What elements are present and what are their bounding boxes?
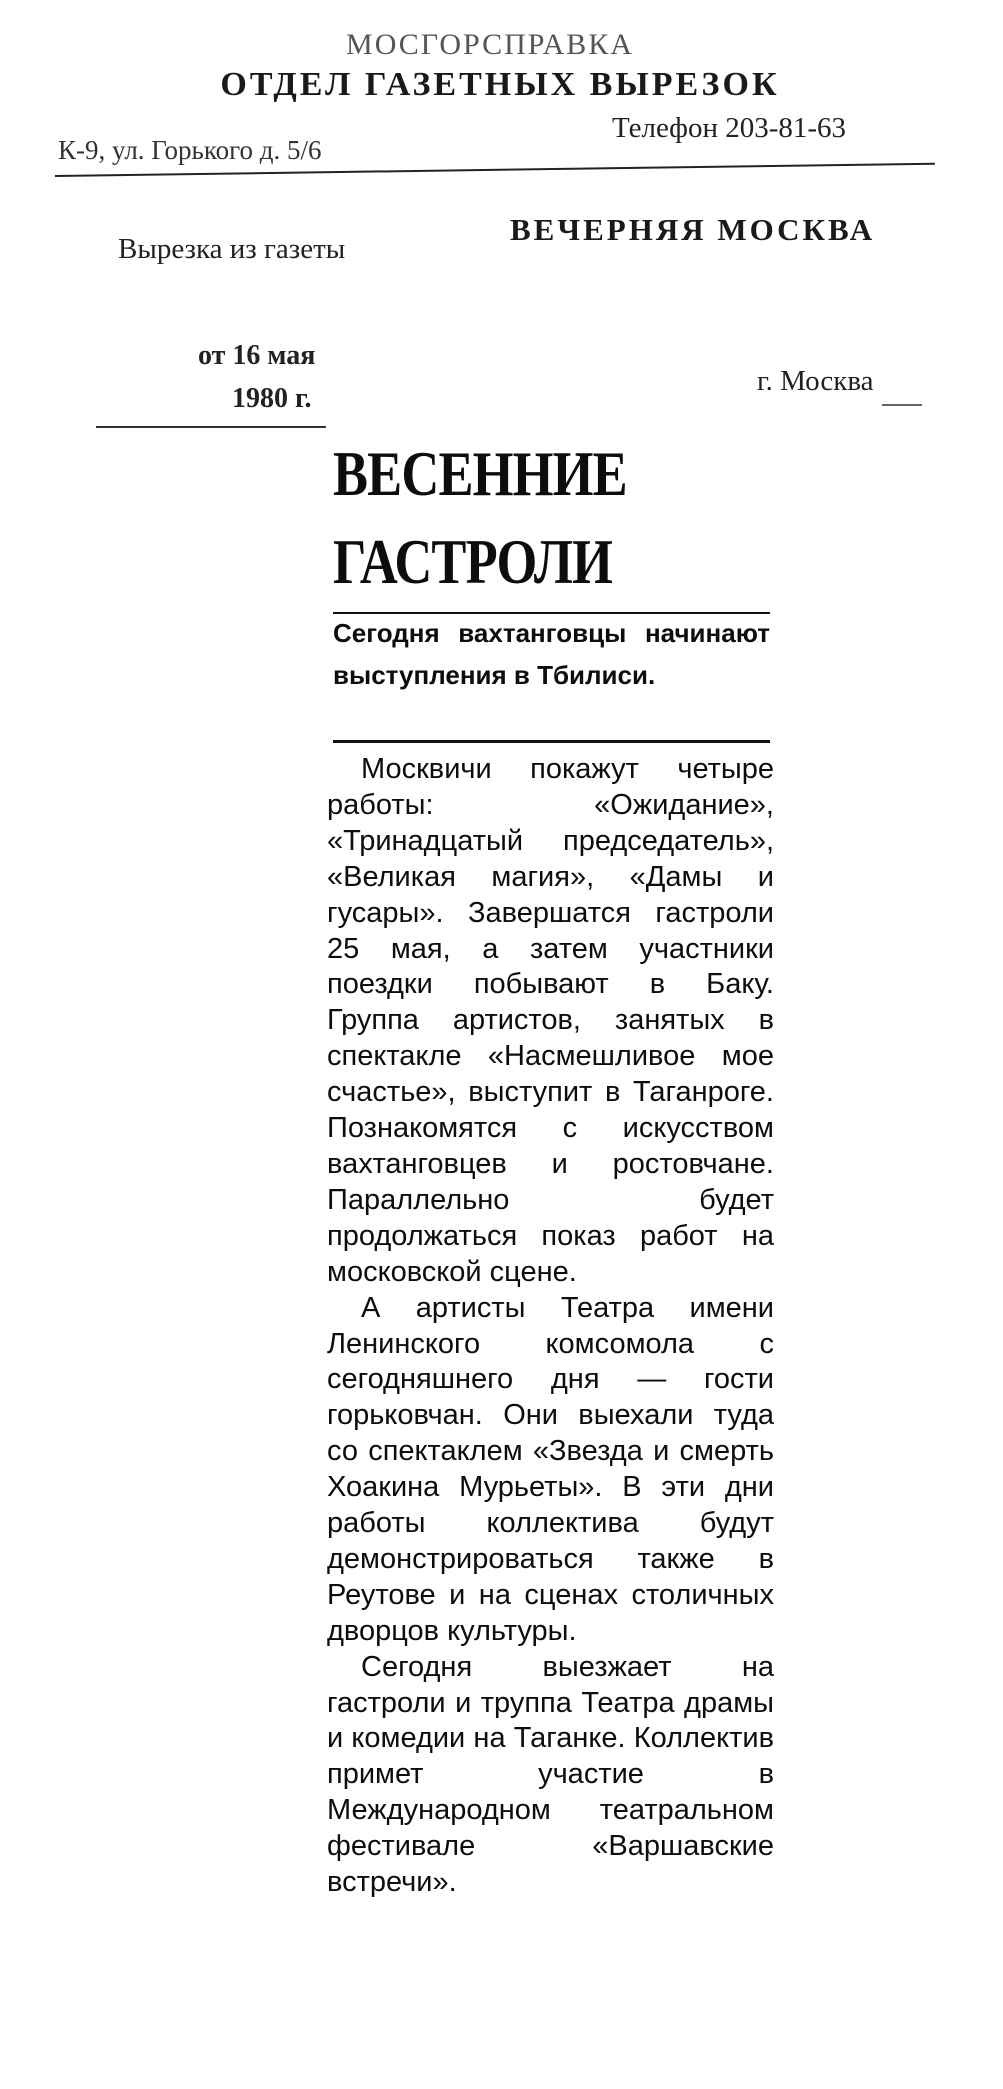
agency-phone: Телефон 203-81-63: [612, 112, 847, 144]
agency-name: МОСГОРСПРАВКА: [346, 28, 634, 61]
clipping-date: от 16 мая: [198, 340, 316, 371]
newspaper-name: ВЕЧЕРНЯЯ МОСКВА: [510, 212, 876, 247]
lead-bottom-rule: [333, 740, 770, 743]
agency-address: К-9, ул. Горького д. 5/6: [58, 135, 322, 165]
article-lead: Сегодня вахтанговцы начинают выступления в Тбилиси.: [333, 618, 770, 690]
article-paragraph: А артисты Театра имени Ленинского комсомола с сегодняшнего дня — гости горьковчан. Они выехали туда со спектаклем «Звезда и смерть Хоакина Мурьеты». В эти дни работы коллектива будут демонстрироваться также в Реутове и на сценах столичных дворцов культуры.: [327, 1291, 774, 1647]
date-underline: [96, 426, 326, 428]
clipping-label: Вырезка из газеты: [118, 233, 346, 265]
article-headline: ВЕСЕННИЕ ГАСТРОЛИ: [333, 438, 627, 597]
article-body: [327, 752, 774, 1901]
city-underline: [882, 404, 922, 406]
clipping-city: г. Москва: [757, 365, 874, 397]
clipping-year: 1980 г.: [232, 383, 312, 414]
article-paragraph: Сегодня выезжает на гастроли и труппа Театра драмы и комедии на Таганке. Коллектив примет участие в Международном театральном фестивале «Варшавские встречи».: [327, 1650, 774, 1899]
article-paragraph: Москвичи покажут четыре работы: «Ожидание», «Тринадцатый председатель», «Великая магия», «Дамы и гусары». Завершатся гастроли 25 мая, а затем участники поездки побывают в Баку. Группа артистов, занятых в спектакле «Насмешливое мое счастье», выступит в Таганроге. Познакомятся с искусством вахтанговцев и ростовчане. Параллельно будет продолжаться показ работ на московской сцене.: [327, 753, 774, 1288]
department-title: ОТДЕЛ ГАЗЕТНЫХ ВЫРЕЗОК: [220, 66, 780, 103]
